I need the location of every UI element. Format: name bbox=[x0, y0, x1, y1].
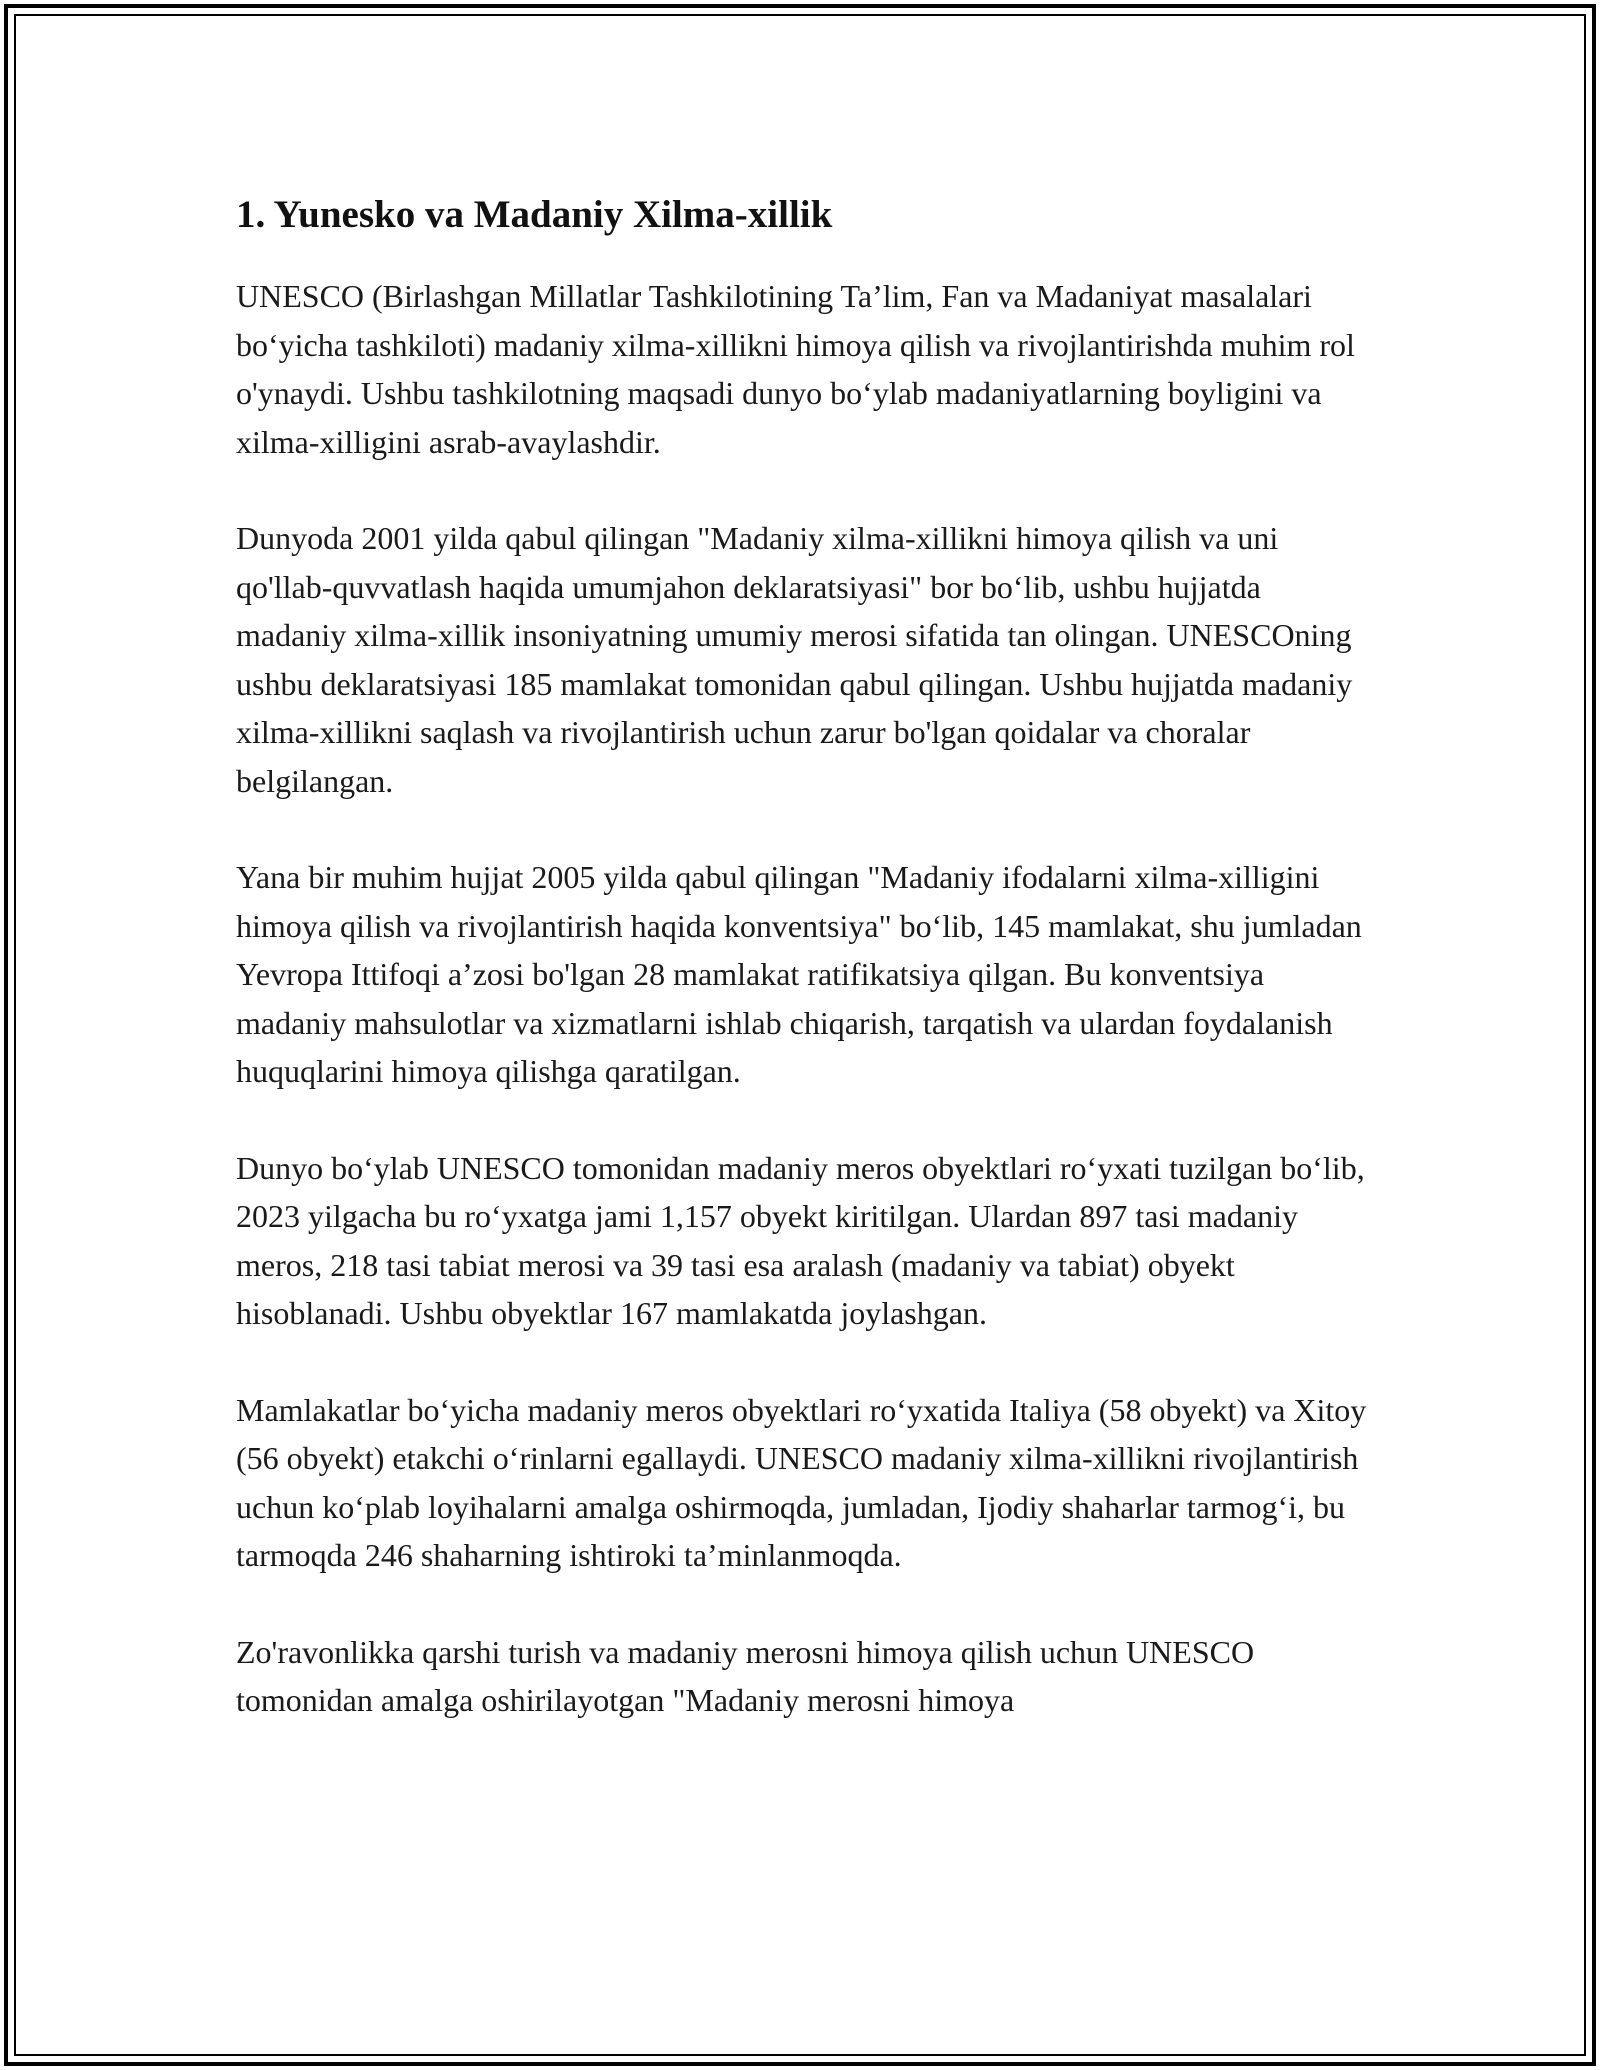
document-body bbox=[236, 186, 1376, 1773]
paragraph-1: UNESCO (Birlashgan Millatlar Tashkilotining Ta’lim, Fan va Madaniyat masalalari bo‘yicha tashkiloti) madaniy xilma-xillikni himoya qilish va rivojlantirishda muhim rol o'ynaydi. Ushbu tashkilotning maqsadi dunyo bo‘ylab madaniyatlarning boyligini va xilma-xilligini asrab-avaylashdir. bbox=[236, 278, 1355, 460]
paragraph-3: Yana bir muhim hujjat 2005 yilda qabul qilingan "Madaniy ifodalarni xilma-xilligini himoya qilish va rivojlantirish haqida konventsiya" bo‘lib, 145 mamlakat, shu jumladan Yevropa Ittifoqi a’zosi bo'lgan 28 mamlakat ratifikatsiya qilgan. Bu konventsiya madaniy mahsulotlar va xizmatlarni ishlab chiqarish, tarqatish va ulardan foydalanish huquqlarini himoya qilishga qaratilgan. bbox=[236, 859, 1362, 1089]
paragraph-6: Zo'ravonlikka qarshi turish va madaniy merosni himoya qilish uchun UNESCO tomonidan amalga oshirilayotgan "Madaniy merosni himoya bbox=[236, 1633, 1255, 1718]
paragraph-4: Dunyo bo‘ylab UNESCO tomonidan madaniy meros obyektlari ro‘yxati tuzilgan bo‘lib, 2023 yilgacha bu ro‘yxatga jami 1,157 obyekt kiritilgan. Ulardan 897 tasi madaniy meros, 218 tasi tabiat merosi va 39 tasi esa aralash (madaniy va tabiat) obyekt hisoblanadi. Ushbu obyektlar 167 mamlakatda joylashgan. bbox=[236, 1149, 1365, 1331]
section-heading: 1. Yunesko va Madaniy Xilma-xillik bbox=[236, 193, 833, 236]
paragraph-5: Mamlakatlar bo‘yicha madaniy meros obyektlari ro‘yxatida Italiya (58 obyekt) va Xitoy (56 obyekt) etakchi o‘rinlarni egallaydi. UNESCO madaniy xilma-xillikni rivojlantirish uchun ko‘plab loyihalarni amalga oshirmoqda, jumladan, Ijodiy shaharlar tarmog‘i, bu tarmoqda 246 shaharning ishtiroki ta’minlanmoqda. bbox=[236, 1391, 1367, 1573]
paragraph-2: Dunyoda 2001 yilda qabul qilingan "Madaniy xilma-xillikni himoya qilish va uni qo'llab-quvvatlash haqida umumjahon deklaratsiyasi" bor bo‘lib, ushbu hujjatda madaniy xilma-xillik insoniyatning umumiy merosi sifatida tan olingan. UNESCOning ushbu deklaratsiyasi 185 mamlakat tomonidan qabul qilingan. Ushbu hujjatda madaniy xilma-xillikni saqlash va rivojlantirish uchun zarur bo'lgan qoidalar va choralar belgilangan. bbox=[236, 520, 1353, 799]
